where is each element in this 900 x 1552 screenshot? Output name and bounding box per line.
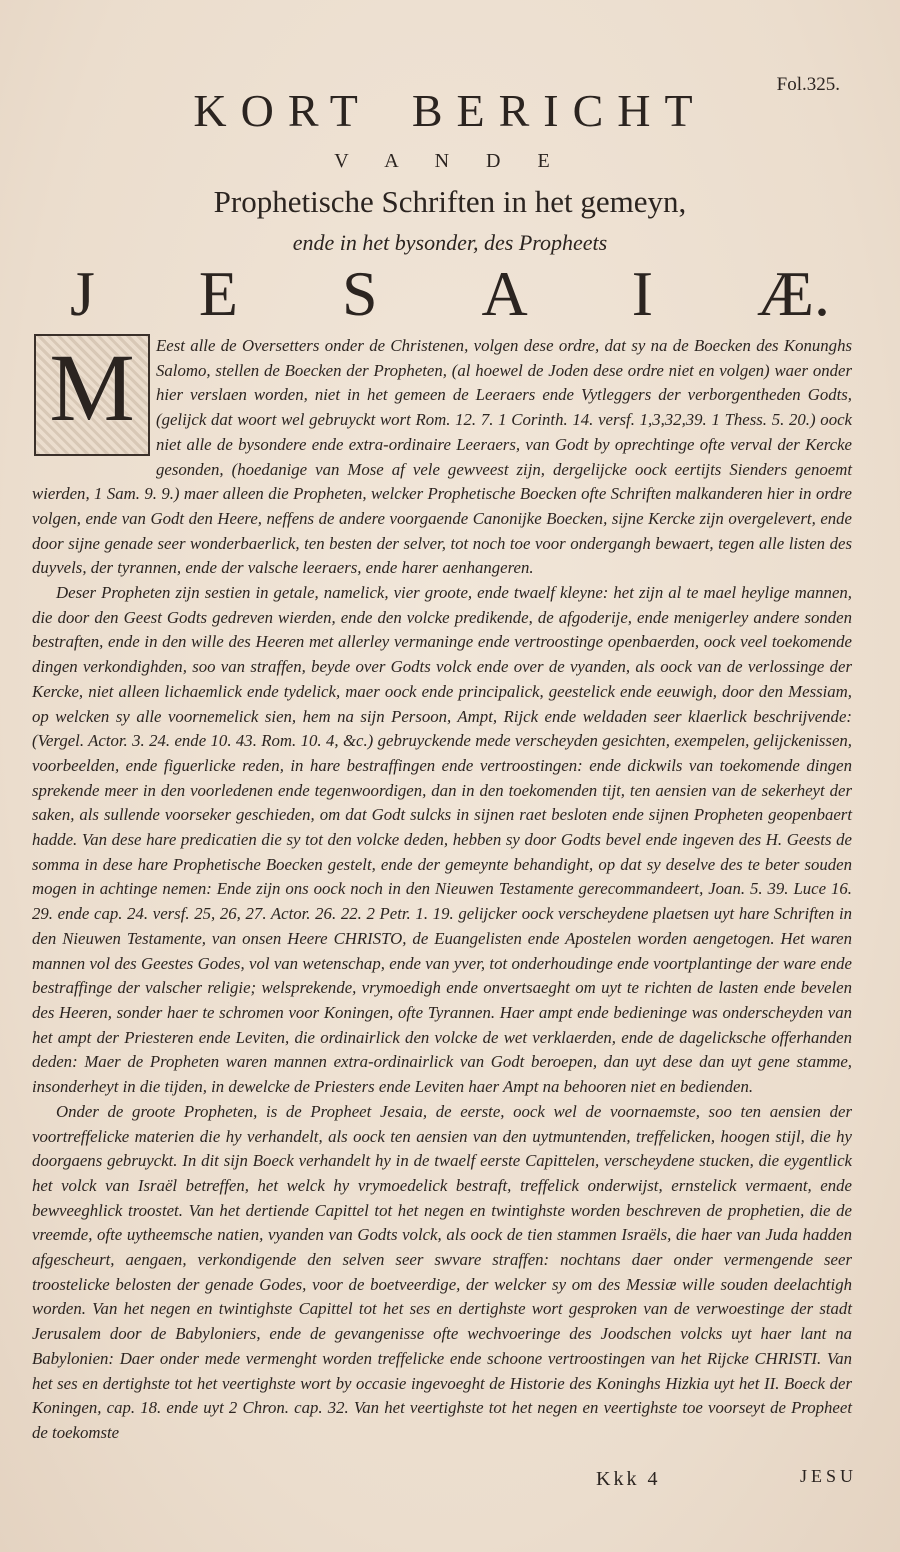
body-text <box>32 334 852 1446</box>
decorated-initial <box>34 334 150 456</box>
initial-letter: M <box>49 334 135 441</box>
paragraph: Deser Propheten zijn sestien in getale, namelick, vier groote, ende twaelf kleyne: het zijn al te mael heylige mannen, die door den Geest Godts gedreven wierden, ende den volcke predikende, de afgoderije, ende menigerley andere sonden bestraften, ende in den wille des Heeren met allerley vermaninge ende vertroostinge openbaerden, oock veel toekomende dingen verkondighden, soo van straffen, beyde over Godts volck ende over de vyanden, als oock van de verlossinge der Kercke, niet alleen lichaemlick ende tydelick, maer oock ende principalick, geestelick ende eeuwigh, door den Messiam, op welcken sy alle voornemelick sien, hem na sijn Persoon, Ampt, Rijck ende weldaden seer klaerlick beschrijvende: (Vergel. Actor. 3. 24. ende 10. 43. Rom. 10. 4, &c.) gebruyckende mede verscheyden gesichten, exempelen, gelijckenissen, voorbeelden, ende figuerlicke reden, in hare bestraffingen ende vertroostingen: ende dickwils van toekomende dingen sprekende meer in den voorledenen ende tegenwoordigen, dan in den toekomenden tijt, ten aensien van de sekerheyt der saken, als sullende voorseker geschieden, om dat Godt sulcks in sijnen raet besloten ende sijnen Propheten geopenbaert hadde. Van dese hare predicatien die sy tot den volcke deden, hebben sy door Godts bevel ende ingeven des H. Geests de somma in dese hare Prophetische Boecken gestelt, ende der gemeynte behandight, op dat sy deselve des te beter souden mogen in achtinge nemen: Ende zijn ons oock noch in den Nieuwen Testamente gerecommandeert, Joan. 5. 39. Luce 16. 29. ende cap. 24. versf. 25, 26, 27. Actor. 26. 22. 2 Petr. 1. 19. gelijcker oock verscheydene plaetsen uyt hare Schriften in den Nieuwen Testamente, van onsen Heere CHRISTO, de Euangelisten ende Apostelen worden aengetogen. Het waren mannen vol des Geestes Godes, vol van wetenschap, ende van yver, tot onderhoudinge ende voortplantinge der ware ende bestraffinge der valscher religie; welsprekende, vrymoedigh ende onvertsaeght om uyt te richten de lasten ende bevelen des Heeren, sonder haer te schromen voor Koningen, ofte Tyrannen. Haer ampt ende bedieninge was onderscheyden van het ampt der Priesteren ende Leviten, die ordinairlick den volcke de wet verklaerden, ende de dagelicksche offerhanden deden: Maer de Propheten waren mannen extra-ordinairlick van Godt beroepen, dan uyt dese dan uyt gene stamme, insonderheyt in die tijden, in dewelcke de Priesters ende Leviten haer Ampt na behooren niet en bedienden. <box>32 583 852 1097</box>
title-letter: A <box>481 258 528 329</box>
catchword: JESU <box>800 1466 858 1486</box>
title-letter: E <box>198 258 238 329</box>
signature-mark: Kkk 4 <box>596 1468 661 1490</box>
paragraph: Eest alle de Oversetters onder de Christenen, volgen dese ordre, dat sy na de Boecken des Konunghs Salomo, stellen de Boecken der Propheten, (al hoewel de Joden dese ordre niet en volgen) waer onder hier verslaen worden, niet in het gemeen de Leeraers ende Vytleggers der verborgentheden Godts, (gelijck dat woort wel gebruyckt wort Rom. 12. 7. 1 Corinth. 14. versf. 1,3,32,39. 1 Thess. 5. 20.) oock niet alle de bysondere ende extra-ordinaire Leeraers, van Godt by oprechtinge ofte verval der Kercke gesonden, (hoedanige van Mose af vele gewveest zijn, dergelijcke oock eertijts Sienders genoemt wierden, 1 Sam. 9. 9.) maer alleen die Propheten, welcker Prophetische Boecken ofte Schriften malkanderen hier in ordre volgen, ende van Godt den Heere, neffens de andere voorgaende Canonijke Boecken, sijne Kercke zijn overgelevert, ende door sijne genade seer wonderbaerlick, ten besten der selver, tot noch toe voor ondergangh bewaert, tegen alle listen des duyvels, der tyrannen, ende der valsche leeraers, ende harer aenhangeren. <box>32 336 852 578</box>
folio-number: Fol.325. <box>776 74 840 95</box>
title-letter: Æ. <box>757 258 830 329</box>
title-letter: J <box>70 258 95 329</box>
title-subtitle-2: ende in het bysonder, des Propheets <box>292 230 608 255</box>
title-letter: S <box>341 258 378 329</box>
title-letter: I <box>631 258 654 329</box>
paragraph: Onder de groote Propheten, is de Propheet Jesaia, de eerste, oock wel de voornaemste, soo ten aensien der voortreffelicke materien die hy verhandelt, als oock ten aensien van den uytmuntenden, treffelicken, hoogen stijl, die hy doorgaens gebruyckt. In dit sijn Boeck verhandelt hy in de twaelf eerste Capittelen, verscheydene stucken, die eygentlick het volck van Israël betreffen, het welck hy vrymoedelick bestraft, treffelick onderwijst, ernstelick vermaent, ende bewveeghlick troostet. Van het dertiende Capittel tot het negen en twintighste worden beschreven de prophetien, die de vreemde, ofte uytheemsche natien, vyanden van Godts volck, als oock de tien stammen Israëls, die haer van Juda hadden afgescheurt, aengaen, verkondigende den selven seer swvare straffen: nochtans daer onder vermengende seer troostelicke belosten der genade Godes, voor de boetveerdige, der welcker sy om des Messiæ wille souden deelachtigh worden. Van het negen en twintighste Capittel tot het ses en dertighste wort gesproken van de verwoestinge der stadt Jerusalem door de Babyloniers, ende de gevangenisse ofte wechvoeringe des Joodschen volcks uyt haer lant na Babylonien: Daer onder mede vermenght worden treffelicke ende schoone vertroostingen van het Rijcke CHRISTI. Van het ses en dertighste tot het veertighste wort by occasie ingevoeght de Historie des Koninghs Hizkia uyt het II. Boeck der Koningen, cap. 18. ende uyt 2 Chron. cap. 32. Van het veertighste tot het negen en veertighste toe voorseyt de Propheet de toekomste <box>32 1101 852 1442</box>
title-subtitle: Prophetische Schriften in het gemeyn, <box>213 184 687 219</box>
page-title <box>0 85 900 136</box>
title-van-de: V A N D E <box>334 150 566 172</box>
title-word: KORT <box>193 85 372 136</box>
title-word: BERICHT <box>411 85 707 136</box>
title-name <box>70 258 830 329</box>
